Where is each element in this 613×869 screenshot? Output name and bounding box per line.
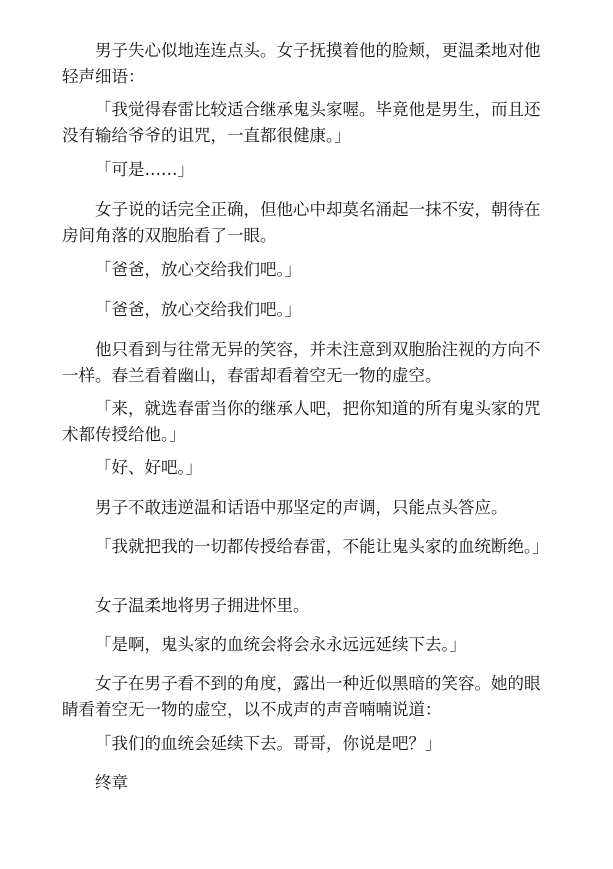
chapter-heading: 终章 [95, 773, 128, 792]
paragraph-6: 「爸爸，放心交给我们吧。」 [95, 300, 302, 319]
paragraph-1: 男子失心似地连连点头。女子抚摸着他的脸颊，更温柔地对他轻声细语： [62, 41, 541, 86]
paragraph-5: 「爸爸，放心交给我们吧。」 [95, 260, 302, 279]
paragraph-11: 「我就把我的一切都传授给春雷，不能让鬼头家的血统断绝。」 [95, 537, 549, 556]
paragraph-8: 「来，就选春雷当你的继承人吧，把你知道的所有鬼头家的咒术都传授给他。」 [62, 399, 541, 444]
paragraph-4: 女子说的话完全正确，但他心中却莫名涌起一抹不安，朝待在房间角落的双胞胎看了一眼。 [62, 200, 541, 245]
paragraph-7: 他只看到与往常无异的笑容，并未注意到双胞胎注视的方向不一样。春兰看着幽山，春雷却看着空无一物的虚空。 [62, 340, 541, 385]
paragraph-2: 「我觉得春雷比较适合继承鬼头家喔。毕竟他是男生，而且还没有输给爷爷的诅咒，一直都很健康。」 [62, 100, 541, 145]
paragraph-15: 「我们的血统会延续下去。哥哥，你说是吧？」 [95, 734, 442, 753]
paragraph-3: 「可是……」 [95, 160, 194, 179]
paragraph-14: 女子在男子看不到的角度，露出一种近似黑暗的笑容。她的眼睛看着空无一物的虚空，以不成声的声音喃喃说道： [62, 674, 541, 719]
paragraph-10: 男子不敢违逆温和话语中那坚定的声调，只能点头答应。 [95, 498, 508, 517]
paragraph-13: 「是啊，鬼头家的血统会将会永永远远延续下去。」 [95, 635, 467, 654]
paragraph-12: 女子温柔地将男子拥进怀里。 [95, 596, 310, 615]
paragraph-9: 「好、好吧。」 [95, 458, 203, 477]
